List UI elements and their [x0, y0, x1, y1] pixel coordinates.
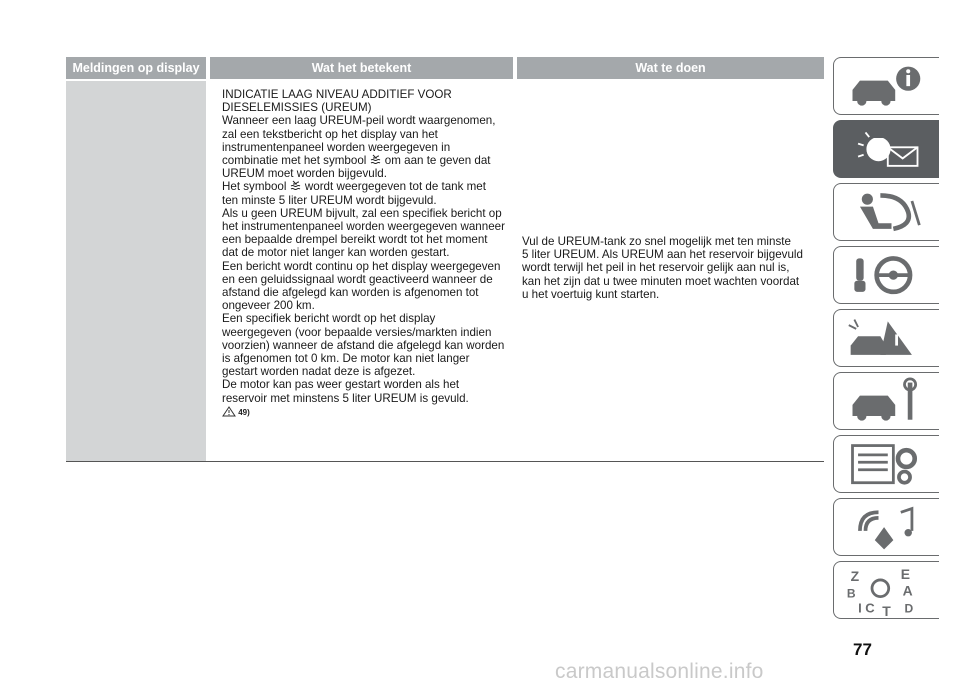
display-messages-cell: [66, 81, 206, 461]
multimedia-icon: [844, 503, 926, 555]
svg-text:Z: Z: [850, 567, 860, 584]
meaning-line: en een geluidssignaal wordt geactiveerd wanneer de: [222, 272, 493, 286]
meaning-line: UREUM moet worden bijgevuld.: [222, 167, 387, 181]
meaning-line: reservoir met minstens 5 liter UREUM is gevuld.: [222, 391, 469, 405]
meaning-line: het instrumentenpaneel worden weergegeven wanneer: [222, 220, 505, 234]
meaning-line: Het symbool wordt weergegeven tot de tank met: [222, 180, 486, 194]
action-line: 5 liter UREUM. Als UREUM aan het reservoir bijgevuld: [522, 248, 803, 262]
car-service-icon: [844, 377, 926, 429]
index-abc-icon: [844, 566, 926, 618]
chapter-tab[interactable]: [833, 120, 939, 178]
meaning-line: weergegeven (voor bepaalde versies/markten indien: [222, 325, 492, 339]
meaning-line: DIESELEMISSIES (UREUM): [222, 101, 372, 115]
meaning-line: Een bericht wordt continu op het display weergegeven: [222, 259, 501, 273]
meaning-line: dat de motor niet langer kan worden gestart.: [222, 246, 450, 260]
svg-text:D: D: [904, 601, 914, 616]
chapter-tab[interactable]: [833, 309, 939, 367]
chapter-tab[interactable]: [833, 372, 939, 430]
svg-text:I C: I C: [858, 600, 875, 616]
meaning-line: is afgenomen tot 0 km. De motor kan niet langer: [222, 352, 470, 366]
meaning-line: INDICATIE LAAG NIVEAU ADDITIEF VOOR: [222, 88, 452, 101]
watermark: carmanualsonline.info: [555, 660, 764, 683]
ureum-symbol-icon: [290, 180, 302, 191]
table-bottom-rule: [66, 461, 824, 462]
meaning-line: Als u geen UREUM bijvult, zal een specifiek bericht op: [222, 206, 502, 220]
header-action: Wat te doen: [517, 57, 824, 79]
meaning-line: een bepaalde drempel bereikt wordt tot het moment: [222, 233, 488, 247]
meaning-line: instrumentenpaneel worden weergegeven in: [222, 140, 451, 154]
meaning-line: ongeveer 200 km.: [222, 299, 315, 313]
action-cell: [522, 235, 822, 301]
meaning-line: Een specifiek bericht wordt op het display: [222, 312, 436, 326]
airbag-seat-icon: [844, 188, 926, 240]
specs-gear-icon: [844, 440, 926, 492]
meaning-line: gestart worden nadat deze is afgezet.: [222, 365, 416, 379]
meaning-line: De motor kan pas weer gestart worden als het: [222, 378, 460, 392]
svg-text:E: E: [900, 566, 911, 582]
emergency-car-icon: [844, 314, 926, 366]
ureum-symbol-icon: [370, 154, 382, 165]
meaning-line: Wanneer een laag UREUM-peil wordt waargenomen,: [222, 114, 496, 128]
action-line: wordt terwijl het peil in het reservoir gelijk aan nul is,: [522, 261, 790, 275]
chapter-tab[interactable]: [833, 183, 939, 241]
svg-text:T: T: [882, 603, 891, 618]
chapter-tab[interactable]: [833, 246, 939, 304]
warning-lights-icon: [844, 125, 926, 177]
action-line: Vul de UREUM-tank zo snel mogelijk met ten minste: [522, 235, 791, 248]
action-line: u het voertuig kunt starten.: [522, 287, 660, 301]
header-messages: Meldingen op display: [66, 57, 206, 79]
header-meaning: Wat het betekent: [210, 57, 513, 79]
svg-text:A: A: [902, 582, 913, 599]
meaning-line: voorzien) wanneer de afstand die afgelegd kan worden: [222, 338, 505, 352]
meaning-line: ten minste 5 liter UREUM wordt bijgevuld.: [222, 193, 437, 207]
chapter-tab[interactable]: [833, 435, 939, 493]
steering-key-icon: [844, 251, 926, 303]
chapter-tab[interactable]: [833, 57, 939, 115]
car-info-icon: [844, 62, 926, 114]
meaning-line: zal een tekstbericht op het display van het: [222, 127, 438, 141]
meaning-cell: [222, 88, 522, 419]
warning-triangle-icon: [222, 406, 236, 417]
warning-reference: 49): [222, 406, 522, 419]
svg-text:B: B: [846, 586, 856, 601]
page-number: 77: [853, 640, 872, 659]
chapter-tab[interactable]: [833, 561, 939, 619]
chapter-tab[interactable]: [833, 498, 939, 556]
meaning-line: combinatie met het symbool om aan te geven dat: [222, 154, 491, 168]
action-line: kan het zijn dat u twee minuten moet wachten voordat: [522, 274, 800, 288]
meaning-line: afstand die afgelegd kan worden is afgenomen tot: [222, 286, 479, 300]
